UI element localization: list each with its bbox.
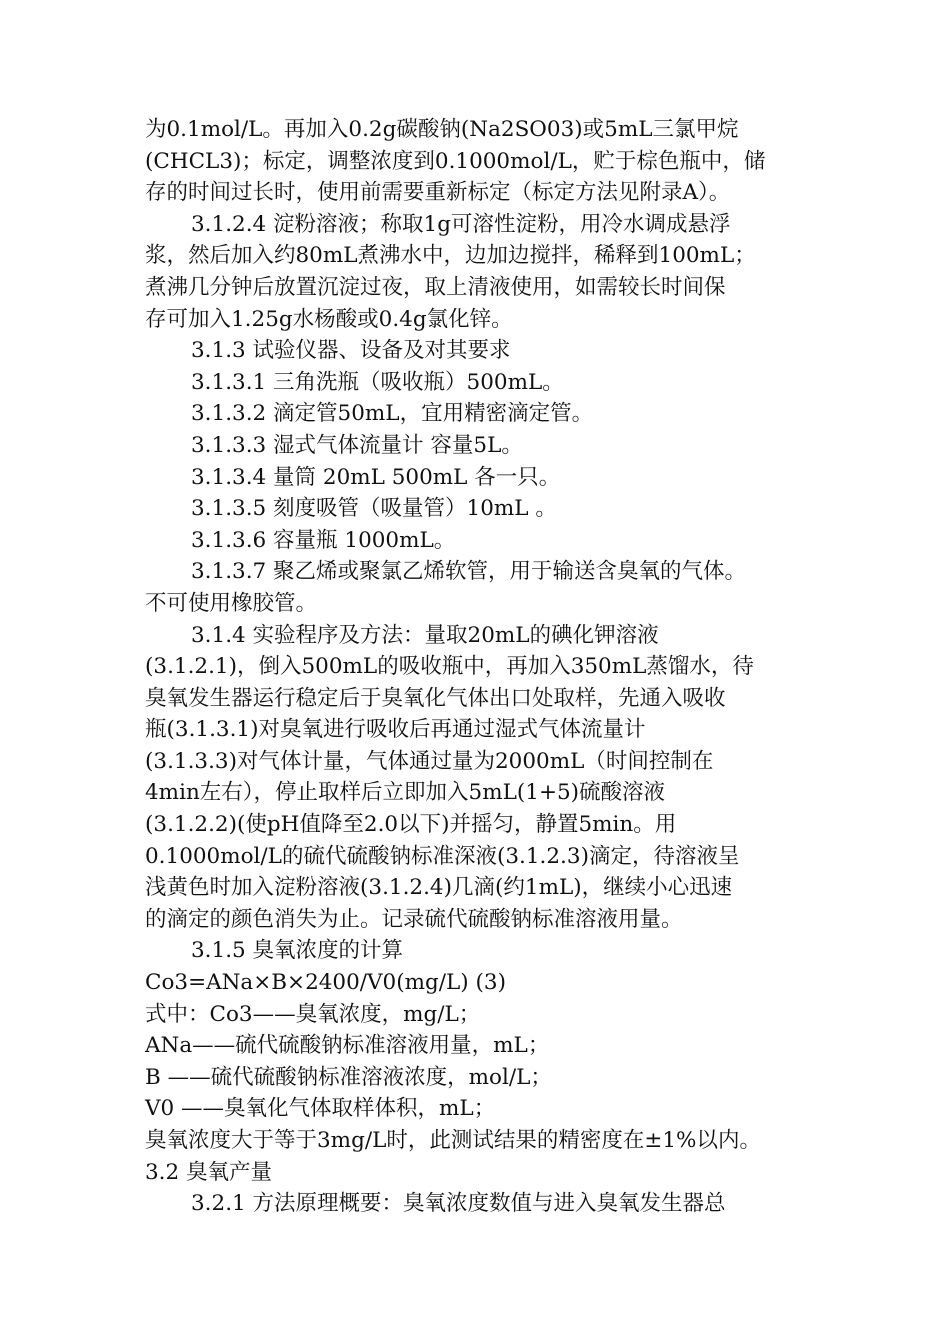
- text-line: 臭氧浓度大于等于3mg/L时，此测试结果的精密度在±1%以内。: [145, 1128, 761, 1153]
- text-line: 存的时间过长时，使用前需要重新标定（标定方法见附录A）。: [145, 180, 731, 206]
- list-item: 3.1.3.7 聚乙烯或聚氯乙烯软管，用于输送含臭氧的气体。: [191, 559, 747, 585]
- formula-definition: V0 ——臭氧化气体取样体积，mL；: [145, 1096, 496, 1122]
- text-line: 4min左右），停止取样后立即加入5mL(1+5)硫酸溶液: [145, 780, 666, 806]
- text-line: (3.1.2.2)(使pH值降至2.0以下)并摇匀，静置5min。用: [145, 812, 677, 838]
- text-line: 0.1000mol/L的硫代硫酸钠标准深液(3.1.2.3)滴定，待溶液呈: [145, 843, 740, 869]
- text-line: 臭氧发生器运行稳定后于臭氧化气体出口处取样，先通入吸收: [145, 685, 726, 711]
- text-line: 煮沸几分钟后放置沉淀过夜，取上清液使用，如需较长时间保: [145, 274, 726, 300]
- text-line: 的滴定的颜色消失为止。记录硫代硫酸钠标准溶液用量。: [145, 906, 683, 932]
- text-line: 浆，然后加入约80mL煮沸水中，边加边搅拌，稀释到100mL；: [145, 243, 756, 269]
- text-line: 不可使用橡胶管。: [145, 590, 318, 616]
- text-line: 为0.1mol/L。再加入0.2g碳酸钠(Na2SO03)或5mL三氯甲烷: [145, 117, 739, 142]
- text-line: 浅黄色时加入淀粉溶液(3.1.2.4)几滴(约1mL)，继续小心迅速: [145, 875, 733, 901]
- list-item: 3.1.3.6 容量瓶 1000mL。: [191, 527, 456, 553]
- list-item: 3.1.3.1 三角洗瓶（吸收瓶）500mL。: [191, 369, 564, 395]
- list-item: 3.1.3.5 刻度吸管（吸量管）10mL 。: [191, 496, 557, 522]
- section-heading-3-2: 3.2 臭氧产量: [145, 1159, 273, 1185]
- list-item: 3.1.3.2 滴定管50mL，宜用精密滴定管。: [191, 401, 594, 427]
- text-line: (3.1.2.1)，倒入500mL的吸收瓶中，再加入350mL蒸馏水，待: [145, 654, 754, 680]
- list-item: 3.1.3.3 湿式气体流量计 容量5L。: [191, 432, 523, 458]
- document-body: [145, 114, 815, 1220]
- section-heading-3-1-2-4: 3.1.2.4 淀粉溶液；称取1g可溶性淀粉，用冷水调成悬浮: [191, 211, 731, 237]
- section-heading-3-2-1: 3.2.1 方法原理概要：臭氧浓度数值与进入臭氧发生器总: [191, 1191, 726, 1217]
- formula-line: Co3=ANa×B×2400/V0(mg/L) (3): [145, 970, 506, 996]
- text-line: (CHCL3)；标定，调整浓度到0.1000mol/L，贮于棕色瓶中，储: [145, 148, 766, 174]
- list-item: 3.1.3.4 量筒 20mL 500mL 各一只。: [191, 464, 561, 490]
- text-line: 存可加入1.25g水杨酸或0.4g氯化锌。: [145, 306, 513, 332]
- section-heading-3-1-3: 3.1.3 试验仪器、设备及对其要求: [191, 338, 511, 364]
- text-line: 瓶(3.1.3.1)对臭氧进行吸收后再通过湿式气体流量计: [145, 717, 646, 743]
- section-heading-3-1-5: 3.1.5 臭氧浓度的计算: [191, 938, 404, 964]
- formula-definition: B ——硫代硫酸钠标准溶液浓度，mol/L；: [145, 1064, 552, 1090]
- section-heading-3-1-4: 3.1.4 实验程序及方法：量取20mL的碘化钾溶液: [191, 622, 659, 648]
- text-line: (3.1.3.3)对气体计量，气体通过量为2000mL（时间控制在: [145, 748, 714, 774]
- formula-definition: 式中：Co3——臭氧浓度，mg/L；: [145, 1001, 481, 1027]
- formula-definition: ANa——硫代硫酸钠标准溶液用量，mL；: [145, 1033, 550, 1059]
